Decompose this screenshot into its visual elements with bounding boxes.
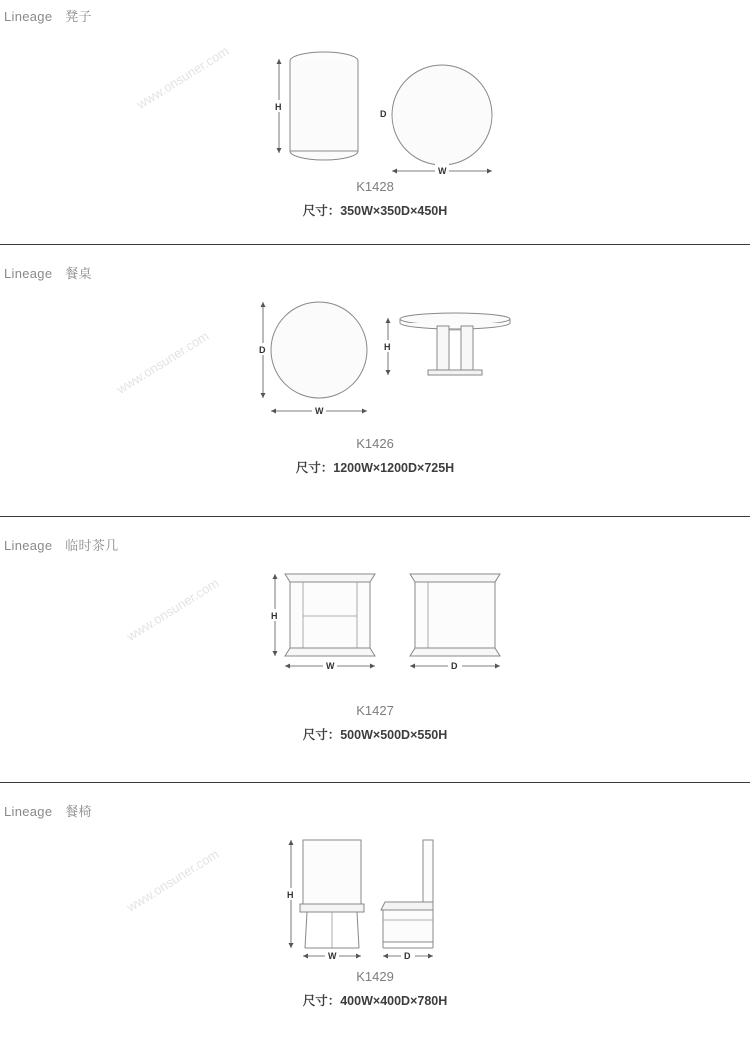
product-caption xyxy=(0,699,750,747)
dim-label-w: W xyxy=(328,951,337,961)
dining-table-technical-drawing xyxy=(215,282,535,432)
product-dimensions: 尺寸：350W×350D×450H xyxy=(302,203,448,218)
dim-label-d: D xyxy=(451,661,458,671)
brand-label: Lineage xyxy=(4,9,53,24)
product-section-dining-chair xyxy=(0,783,750,1057)
category-label: 凳子 xyxy=(65,9,92,24)
dim-label-h: H xyxy=(275,102,282,112)
product-code: K1428 xyxy=(356,179,394,194)
product-drawing-stool xyxy=(0,25,750,175)
stool-technical-drawing xyxy=(215,25,535,175)
section-title xyxy=(0,245,750,282)
side-table-technical-drawing xyxy=(215,554,535,699)
dim-label-d: D xyxy=(380,109,387,119)
product-dimensions: 尺寸：400W×400D×780H xyxy=(302,993,448,1008)
product-dimensions: 尺寸：500W×500D×550H xyxy=(302,727,448,742)
product-caption xyxy=(0,432,750,480)
product-caption xyxy=(0,965,750,1013)
section-title xyxy=(0,783,750,820)
dim-label-h: H xyxy=(287,890,294,900)
product-dimensions: 尺寸：1200W×1200D×725H xyxy=(295,460,455,475)
brand-label: Lineage xyxy=(4,266,53,281)
dim-label-h: H xyxy=(271,611,278,621)
product-caption xyxy=(0,175,750,223)
dim-label-h: H xyxy=(384,342,391,352)
category-label: 临时茶几 xyxy=(65,538,119,553)
product-section-dining-table xyxy=(0,245,750,517)
product-drawing-dining-table xyxy=(0,282,750,432)
product-drawing-side-table xyxy=(0,554,750,699)
product-code: K1426 xyxy=(356,436,394,451)
dim-label-w: W xyxy=(438,166,447,175)
product-code: K1427 xyxy=(356,703,394,718)
product-section-stool xyxy=(0,0,750,245)
watermark: www.onsuner.com xyxy=(114,328,212,397)
product-code: K1429 xyxy=(356,969,394,984)
dim-label-d: D xyxy=(404,951,411,961)
category-label: 餐椅 xyxy=(65,804,92,819)
category-label: 餐桌 xyxy=(65,266,92,281)
dim-label-w: W xyxy=(326,661,335,671)
product-section-side-table xyxy=(0,517,750,783)
dim-label-d: D xyxy=(259,345,266,355)
dining-chair-technical-drawing xyxy=(215,820,535,965)
watermark: www.onsuner.com xyxy=(124,575,222,644)
section-title xyxy=(0,517,750,554)
brand-label: Lineage xyxy=(4,538,53,553)
brand-label: Lineage xyxy=(4,804,53,819)
dim-label-w: W xyxy=(315,406,324,416)
section-title xyxy=(0,0,750,25)
watermark: www.onsuner.com xyxy=(134,43,232,112)
watermark: www.onsuner.com xyxy=(124,846,222,915)
product-drawing-dining-chair xyxy=(0,820,750,965)
